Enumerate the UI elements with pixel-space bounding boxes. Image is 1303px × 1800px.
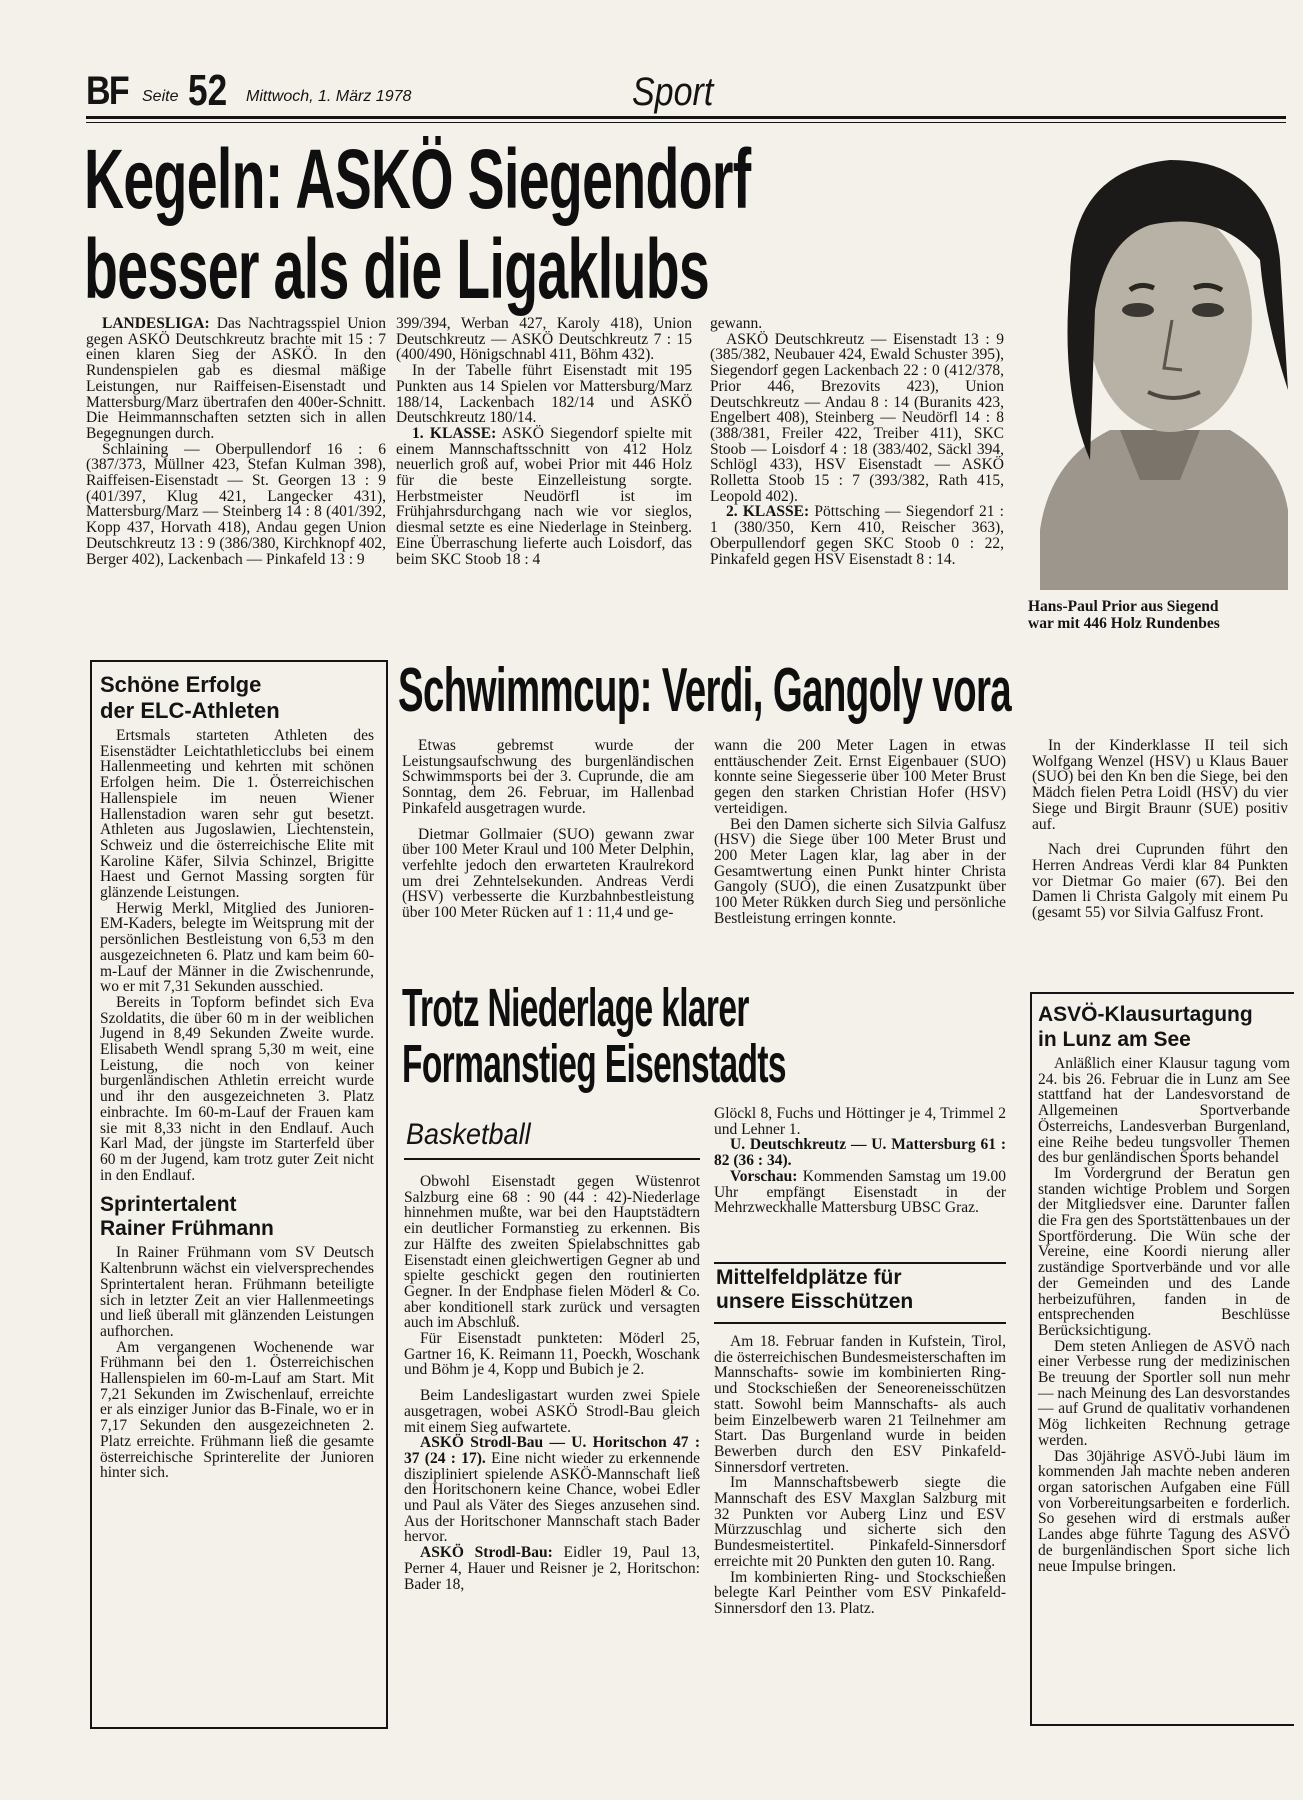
section-title: Sport — [632, 70, 714, 114]
frühmann-subheadline: Sprintertalent Rainer Frühmann — [100, 1193, 274, 1241]
issue-date: Mittwoch, 1. März 1978 — [246, 88, 412, 105]
basketball-headline: Trotz Niederlage klarer Formanstieg Eisenstadts — [402, 978, 786, 1094]
basketball-column-1: Obwohl Eisenstadt gegen Wüstenrot Salzburg eine 68 : 90 (44 : 42)-Niederlage hinnehmen mußte, war bei den Hauptstädtern ein deutlicher Formanstieg zu erkennen. Bis zur Hälfte des zweiten Spielabschnittes gab Eisenstadt einen gleichwertigen Gegner ab und spielte geschickt gegen den routinierten Gegner. In der Endphase fielen Möderl & Co. aber konditionell stark zurück und versagten auch im Abschluß. Für Eisenstadt punkteten: Möderl 25, Gartner 16, K. Reimann 11, Poeckh, Woschank und Böhm je 4, Kopp und Bubich je 2. Beim Landesligastart wurden zwei Spiele ausgetragen, wobei ASKÖ Strodl-Bau gleich mit einem Sieg aufwartete. ASKÖ Strodl-Bau — U. Horitschon 47 : 37 (24 : 17). Eine nicht wieder zu erkennende diszipliniert spielende ASKÖ-Mannschaft ließ den Horitschonern keine Chance, wobei Edler und Paul als Väter des Sieges anzusehen sind. Aus der Horitschoner Mannschaft stach Bader hervor. ASKÖ Strodl-Bau: Eidler 19, Paul 13, Perner 4, Hauer und Reisner je 2, Horitschon: Bader 18, — [404, 1173, 700, 1593]
elc-headline: Schöne Erfolge der ELC-Athleten — [100, 672, 280, 723]
eisschuetzen-column: Am 18. Februar fanden in Kufstein, Tirol, die österreichischen Bundesmeisterschaften im Mannschafts- sowie im kombinierten Ring- und Stockschießen der Seneoreneisschützen statt. Sowohl beim Mannschafts- als auch beim Einzelbewerb waren 21 Teilnehmer am Start. Das Burgenland wurde in beiden Bewerben durch den ESV Pinkafeld-Sinnersdorf vertreten. Im Mannschaftsbewerb siegte die Mannschaft des ESV Maxglan Salzburg mit 32 Punkten vor Auberg Linz und ESV Mürzzuschlag und sicherte sich den Bundesmeistertitel. Pinkafeld-Sinnersdorf erreichte mit 20 Punkten den guten 10. Rang. Im kombinierten Ring- und Stockschießen belegte Karl Peinther vom ESV Pinkafeld-Sinnersdorf den 13. Platz. — [714, 1333, 1006, 1617]
schwimmcup-headline: Schwimmcup: Verdi, Gangoly vora — [398, 656, 1012, 725]
masthead-rule-thin — [86, 122, 1286, 123]
player-photo — [1030, 130, 1288, 590]
kegeln-column-1: LANDESLIGA: Das Nachtragsspiel Union gegen ASKÖ Deutschkreutz brachte mit 15 : 7 einen klaren Sieg der ASKÖ. In den Rundenspielen gab es diesmal mäßige Leistungen, nur Raiffeisen-Eisenstadt und Mattersburg/Marz übertrafen den 400er-Schnitt. Die Heimmannschaften setzten sich in allen Begegnungen durch. Schlaining — Oberpullendorf 16 : 6 (387/373, Müllner 423, Stefan Kulman 398), Raiffeisen-Eisenstadt — St. Georgen 13 : 9 (401/397, Klug 421, Langecker 431), Mattersburg/Marz — Steinberg 14 : 8 (401/392, Kopp 437, Horvath 418), Andau gegen Union Deutschkreutz 13 : 9 (386/380, Kirchknopf 402, Berger 402), Lackenbach — Pinkafeld 13 : 9 — [86, 315, 386, 568]
elc-box-content: Schöne Erfolge der ELC-Athleten Ertsmals starteten Athleten des Eisenstädter Leichtathleticclubs bei einem Hallenmeeting und kehrten mit schönen Erfolgen heim. Die 1. Österreichischen Hallenspiele im neuen Wiener Hallenstadion waren sehr gut besetzt. Athleten aus Jugoslawien, Liechtenstein, Schweiz und die österreichische Elite mit Karoline Käfer, Silvia Schinzel, Brigitte Haest und Gernot Massing sorgten für glänzende Leistungen. Herwig Merkl, Mitglied des Junioren-EM-Kaders, belegte im Weitsprung mit der persönlichen Bestleistung von 6,53 m den ausgezeichneten 6. Platz und kam beim 60-m-Lauf der Männer in die Zwischenrunde, wo er mit 7,31 Sekunden ausschied. Bereits in Topform befindet sich Eva Szoldatits, die über 60 m in der weiblichen Jugend in 8,49 Sekunden Zweite wurde. Elisabeth Wendl sprang 5,30 m weit, eine Leistung, die noch von keiner burgenländischen Athletin erreicht wurde und ihr den ausgezeichneten 3. Platz einbrachte. Im 60-m-Lauf der Frauen kam sie mit 8,33 nicht in den Endlauf. Auch Karl Mad, der jüngste im Starterfeld über 60 m der Jugend, kam trotz guter Zeit nicht in den Endlauf. Sprintertalent Rainer Frühmann In Rainer Frühmann vom SV Deutsch Kaltenbrunn wächst ein vielversprechendes Sprintertalent heran. Frühmann beteiligte sich in letzter Zeit an vier Hallenmeetings und ließ überall mit glänzenden Leistungen aufhorchen. Am vergangenen Wochenende war Frühmann bei den 1. Österreichischen Hallenspielen im 60-m-Lauf am Start. Mit 7,21 Sekunden im Zwischenlauf, erreichte er als einziger Junior das B-Finale, wo er in 7,17 Sekunden den ausgezeichneten 2. Platz erreichte. Frühmann ließ die gesamte österreichische Sprinterelite der Junioren hinter sich. — [100, 672, 374, 1482]
eisschuetzen-top-rule — [714, 1262, 1006, 1264]
basketball-label: Basketball — [406, 1118, 531, 1151]
asvo-headline: ASVÖ-Klausurtagung in Lunz am See — [1038, 1003, 1253, 1051]
page-number: 52 — [188, 66, 228, 115]
paper-logo: BF — [86, 69, 128, 113]
kegeln-column-3: gewann. ASKÖ Deutschkreutz — Eisenstadt 13 : 9 (385/382, Neubauer 424, Ewald Schuster 395), Siegendorf gegen Lackenbach 22 : 0 (412/378, Prior 446, Brezovits 423), Union Deutschkreutz — Andau 8 : 14 (Buranits 423, Engelbert 408), Steinberg — Neudörfl 14 : 8 (388/381, Freiler 422, Treiber 411), SKC Stoob — Loisdorf 4 : 18 (383/402, Säckl 394, Schlögl 433), HSV Eisenstadt — ASKÖ Rolletta Stoob 15 : 7 (393/382, Rath 415, Leopold 402). 2. KLASSE: Pöttsching — Siegendorf 21 : 1 (380/350, Kern 410, Reischer 363), Oberpullendorf gegen SKC Stoob 0 : 22, Pinkafeld gegen HSV Eisenstadt 8 : 14. — [710, 315, 1004, 568]
photo-caption: Hans-Paul Prior aus Siegend war mit 446 Holz Rundenbes — [1028, 598, 1220, 632]
masthead-rule — [86, 116, 1286, 119]
page-label: Seite — [142, 88, 179, 105]
schwimmcup-column-1: Etwas gebremst wurde der Leistungsaufschwung des burgenländischen Schwimmsports bei der 3. Cuprunde, die am Sonntag, dem 26. Februar, im Hallenbad Pinkafeld ausgetragen wurde. Dietmar Gollmaier (SUO) gewann zwar über 100 Meter Kraul und 100 Meter Delphin, verfehlte jedoch den erwarteten Kraulrekord um drei Zehntelsekunden. Andreas Verdi (HSV) verbesserte die Kurzbahnbestleistung über 100 Meter Rücken auf 1 : 11,4 und ge- — [402, 737, 694, 922]
asvo-box-content: ASVÖ-Klausurtagung in Lunz am See Anläßlich einer Klausur tagung vom 24. bis 26. Februar die in Lunz am See stattfand hat der Landesvorstand de Allgemeinen Sportverbande Österreichs, Landesverban Burgenland, eine Reihe bedeu tungsvoller Themen des bur genländischen Sports behandel Im Vordergrund der Beratun gen standen wichtige Problem und Sorgen der Mitgliedsver eine. Darunter fallen die Fra gen des Sportstättenbaues un der Sportförderung. Die Wün sche der Vereine, eine Koordi nierung aller zuständige Sportverbände und vor alle der Gemeinden und des Lande herbeizuführen, fanden in de entsprechenden Beschlüsse Berücksichtigung. Dem steten Anliegen de ASVÖ nach einer Verbesse rung der medizinischen Be treuung der Sportler soll nun mehr — nach Meinung des Lan desvorstandes — auf Grund de qualitativ vorhandenen Mög lichkeiten Rechnung getrage werden. Das 30jährige ASVÖ-Jubi läum im kommenden Jah machte neben anderen organ satorischen Aufgaben eine Füll von Vorbereitungsarbeiten e forderlich. So gesehen wird di erstmals außer Landes abge führte Tagung des ASVÖ de burgenländischen Sport siche lich neue Impulse bringen. — [1038, 1003, 1290, 1575]
eisschuetzen-rule — [714, 1322, 1006, 1324]
kegeln-column-2: 399/394, Werban 427, Karoly 418), Union Deutschkreutz — ASKÖ Deutschkreutz 7 : 15 (400/490, Hönigschnabl 411, Böhm 432). In der Tabelle führt Eisenstadt mit 195 Punkten aus 14 Spielen vor Mattersburg/Marz 188/14, Lackenbach 182/14 und ASKÖ Deutschkreutz 180/14. 1. KLASSE: ASKÖ Siegendorf spielte mit einem Mannschaftsschnitt von 412 Holz neuerlich groß auf, wobei Prior mit 446 Holz für die beste Einzelleistung sorgte. Herbstmeister Neudörfl ist im Frühjahrsdurchgang nach wie vor sieglos, diesmal setzte es eine Niederlage in Steinberg. Eine Überraschung lieferte auch Loisdorf, das beim SKC Stoob 18 : 4 — [396, 315, 692, 568]
basketball-rule — [404, 1158, 700, 1160]
masthead — [86, 68, 1286, 114]
basketball-column-2: Glöckl 8, Fuchs und Höttinger je 4, Trimmel 2 und Lehner 1. U. Deutschkreutz — U. Mattersburg 61 : 82 (36 : 34). Vorschau: Kommenden Samstag um 19.00 Uhr empfängt Eisenstadt in der Mehrzweckhalle Mattersburg UBSC Graz. — [714, 1105, 1006, 1217]
eisschuetzen-headline: Mittelfeldplätze für unsere Eisschützen — [716, 1266, 914, 1313]
schwimmcup-column-3: In der Kinderklasse II teil sich Wolfgang Wenzel (HSV) u Klaus Bauer (SUO) bei den Kn ben die Siege, bei den Mädch fielen Petra Loidl (HSV) du vier Siege und Birgit Braunr (SUE) positiv auf. Nach drei Cuprunden führt den Herren Andreas Verdi klar 84 Punkten vor Dietmar Go maier (67). Bei den Damen li Christa Galgoly mit einem Pu (gesamt 55) vor Silvia Galfusz Front. — [1032, 737, 1288, 922]
kegeln-headline: Kegeln: ASKÖ Siegendorf besser als die Ligaklubs — [84, 132, 751, 316]
schwimmcup-column-2: wann die 200 Meter Lagen in etwas enttäuschender Zeit. Ernst Eigenbauer (SUO) konnte seine Siegesserie über 100 Meter Brust gegen den starken Christian Hofer (HSV) verteidigen. Bei den Damen sicherte sich Silvia Galfusz (HSV) die Siege über 100 Meter Brust und 200 Meter Lagen klar, lag aber in der Gesamtwertung einen Punkt hinter Christa Gangoly (SUO), die einen Zusatzpunkt über 100 Meter Rükken durch Sieg und persönliche Bestleistung erringen konnte. — [714, 737, 1006, 927]
portrait-image — [1030, 130, 1288, 590]
